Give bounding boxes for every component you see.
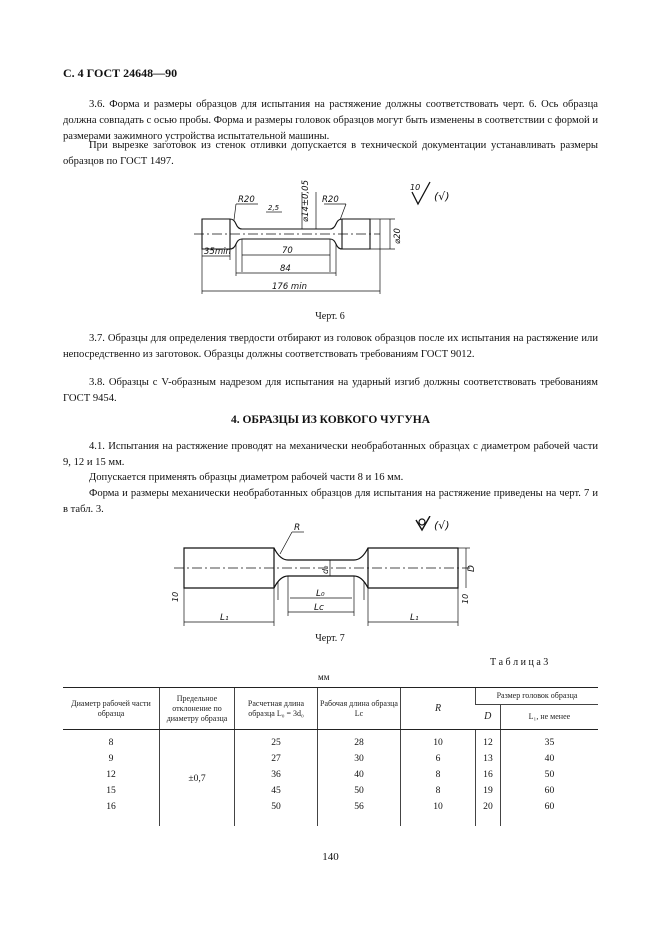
col-header-deviation: Предельное отклонение по диаметру образца	[160, 688, 235, 730]
col-header-L1: L₁, не менее	[500, 705, 598, 730]
paragraph-3-6: 3.6. Форма и размеры образцов для испытания на растяжение должны соответствовать черт. 6. Ось образца должна совпадать с осью пробы. Форма и размеры головок образцов могут быть изменены в соответствии с формой и размерами зажимного устройства испытательной машины.	[63, 99, 598, 142]
fig6-r-left: R20	[238, 195, 255, 205]
paragraph-4-1: 4.1. Испытания на растяжение проводят на механически необработанных образцах с диаметром рабочей части 9, 12 и 15 мм.	[63, 441, 598, 468]
col-header-head-size: Размер головок образца	[476, 688, 599, 705]
roughness-symbol-icon	[410, 182, 450, 204]
fig6-dim-84: 84	[280, 264, 291, 274]
figure-7-drawing	[170, 516, 490, 632]
section-4-title: 4. ОБРАЗЦЫ ИЗ КОВКОГО ЧУГУНА	[230, 414, 431, 426]
fig6-dim-35: 35min	[204, 247, 231, 257]
page-header: С. 4 ГОСТ 24648—90	[63, 66, 178, 80]
table-3-unit: мм	[318, 672, 330, 682]
figure-6-caption: Черт. 6	[315, 311, 345, 322]
paragraph-allow: Допускается применять образцы диаметром рабочей части 8 и 16 мм.	[89, 472, 404, 483]
fig6-roughness: 10	[410, 183, 421, 192]
fig7-D: D	[467, 565, 477, 572]
paragraph-3-8: 3.8. Образцы с V-образным надрезом для испытания на ударный изгиб должны соответствовать требованиям ГОСТ 9454.	[63, 377, 598, 404]
page-number: 140	[322, 851, 339, 863]
fig7-ten-right: 10	[461, 593, 470, 604]
col-header-calc-length: Расчетная длина образца L₀ = 3d₀	[235, 688, 318, 730]
paragraph-form: Форма и размеры механически необработанных образцов для испытания на растяжение приведены на черт. 7 и в табл. 3.	[63, 488, 598, 515]
fig7-ten-left: 10	[171, 591, 180, 602]
fig7-L0: L₀	[316, 589, 325, 599]
col-header-D: D	[476, 705, 501, 730]
table-row: 9 27 30 6 13 40	[63, 750, 598, 766]
fig7-d0: d₀	[321, 565, 330, 574]
fig6-dim-176: 176 min	[272, 282, 307, 292]
table-3-title: Т а б л и ц а 3	[490, 657, 549, 668]
table-row: 16 50 56 10 20 60	[63, 798, 598, 826]
fig6-d-work: ⌀14±0,05	[301, 180, 311, 222]
paragraph-cut: При вырезке заготовок из стенок отливки допускается в технической документации устанавливать размеры образцов по ГОСТ 1497.	[63, 140, 598, 167]
figure-6-drawing	[190, 172, 480, 302]
col-header-R: R	[401, 688, 476, 730]
fig7-r: R	[294, 523, 301, 533]
fig6-roughness-paren: (√)	[434, 190, 450, 203]
table-row: 12 36 40 8 16 50	[63, 766, 598, 782]
roughness-symbol-icon	[416, 516, 450, 532]
col-header-work-length: Рабочая длина образца Lc	[318, 688, 401, 730]
table-row: 8 ±0,7 25 28 10 12 35	[63, 730, 598, 751]
fig6-d-head: ⌀20	[393, 228, 403, 244]
fig6-dim-70: 70	[282, 246, 293, 256]
fig7-L1-left: L₁	[220, 613, 229, 623]
paragraph-3-7: 3.7. Образцы для определения твердости отбирают из головок образцов после их испытания на растяжение или непосредственно из заготовок. Образцы должны соответствовать требованиям ГОСТ 9012.	[63, 333, 598, 360]
deviation-value: ±0,7	[160, 730, 235, 827]
figure-7-caption: Черт. 7	[315, 633, 345, 644]
table-3	[63, 687, 598, 826]
fig7-Lc: Lc	[314, 603, 324, 613]
col-header-diameter: Диаметр рабочей части образца	[63, 688, 160, 730]
fig7-L1-right: L₁	[410, 613, 419, 623]
fig7-roughness-paren: (√)	[434, 519, 450, 532]
fig6-r-right: R20	[322, 195, 339, 205]
table-row: 15 45 50 8 19 60	[63, 782, 598, 798]
fig6-dim-small: 2,5	[268, 204, 280, 212]
